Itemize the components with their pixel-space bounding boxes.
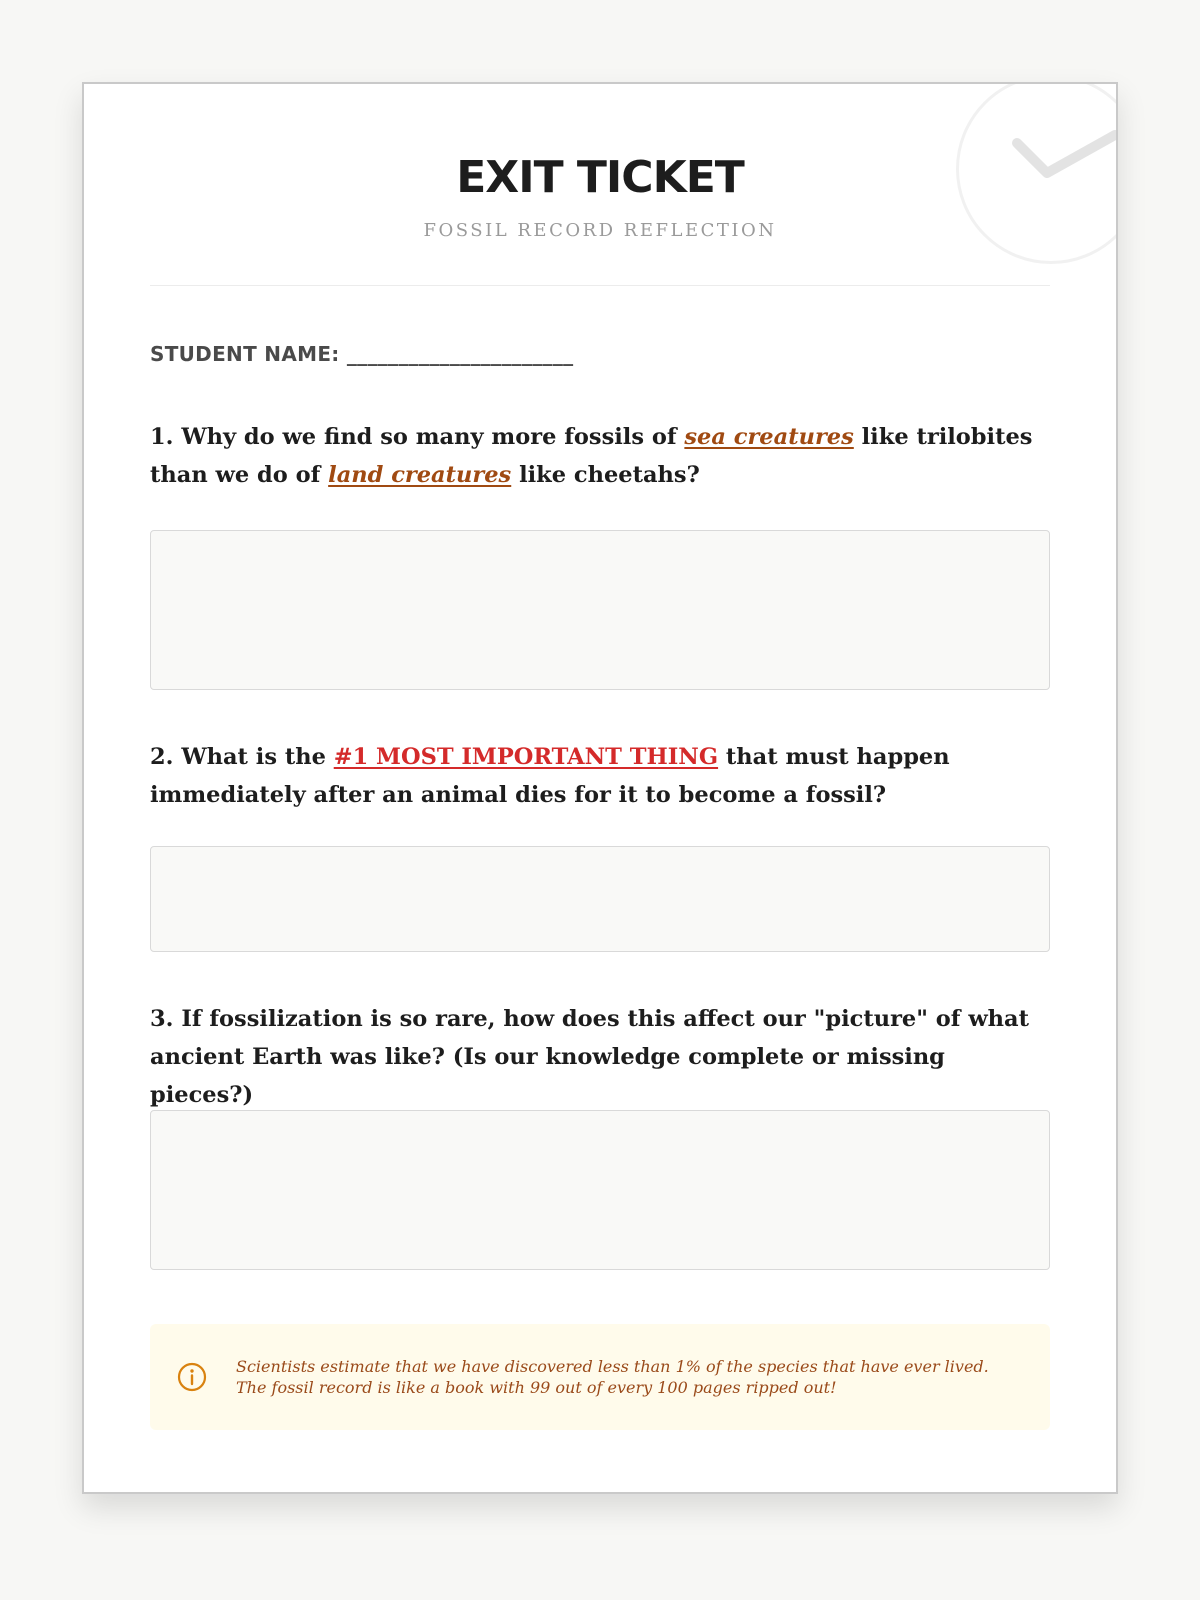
question-3-number: 3. <box>150 1006 174 1032</box>
answer-1-field[interactable] <box>150 530 1050 690</box>
answer-2-field[interactable] <box>150 846 1050 952</box>
question-1-emphasis-sea-creatures: sea creatures <box>684 424 854 450</box>
student-name-line <box>150 342 573 366</box>
exit-ticket-card <box>82 82 1118 1494</box>
question-3 <box>150 1000 1050 1114</box>
question-1-text-c: like cheetahs? <box>511 462 700 488</box>
page-subtitle: FOSSIL RECORD REFLECTION <box>423 220 777 241</box>
student-name-blank[interactable]: ______________________ <box>346 342 574 366</box>
question-1 <box>150 418 1050 494</box>
fact-note-text: Scientists estimate that we have discovered less than 1% of the species that have ever lived. The fossil record is like a book with 99 out of every 100 pages ripped out! <box>236 1357 989 1397</box>
fact-note <box>150 1324 1050 1430</box>
question-1-text-b: like trilobites than we do of <box>150 424 1033 488</box>
question-1-emphasis-land-creatures: land creatures <box>328 462 512 488</box>
question-2-emphasis-most-important: #1 MOST IMPORTANT THING <box>333 744 719 770</box>
question-3-text: If fossilization is so rare, how does this affect our "picture" of what ancient Earth was like? (Is our knowledge complete or missing pieces?) <box>150 1006 1030 1108</box>
header-divider <box>150 285 1050 286</box>
question-2-text-a: What is the <box>173 744 334 770</box>
page-title: EXIT TICKET <box>456 152 744 203</box>
question-1-number: 1. <box>150 424 174 450</box>
student-name-label: STUDENT NAME: <box>150 342 340 366</box>
question-2-text-b: that must happen immediately after an animal dies for it to become a fossil? <box>150 744 950 808</box>
answer-3-field[interactable] <box>150 1110 1050 1270</box>
info-icon <box>176 1361 208 1393</box>
question-2 <box>150 738 1050 814</box>
question-1-text-a: Why do we find so many more fossils of <box>173 424 685 450</box>
question-2-number: 2. <box>150 744 174 770</box>
